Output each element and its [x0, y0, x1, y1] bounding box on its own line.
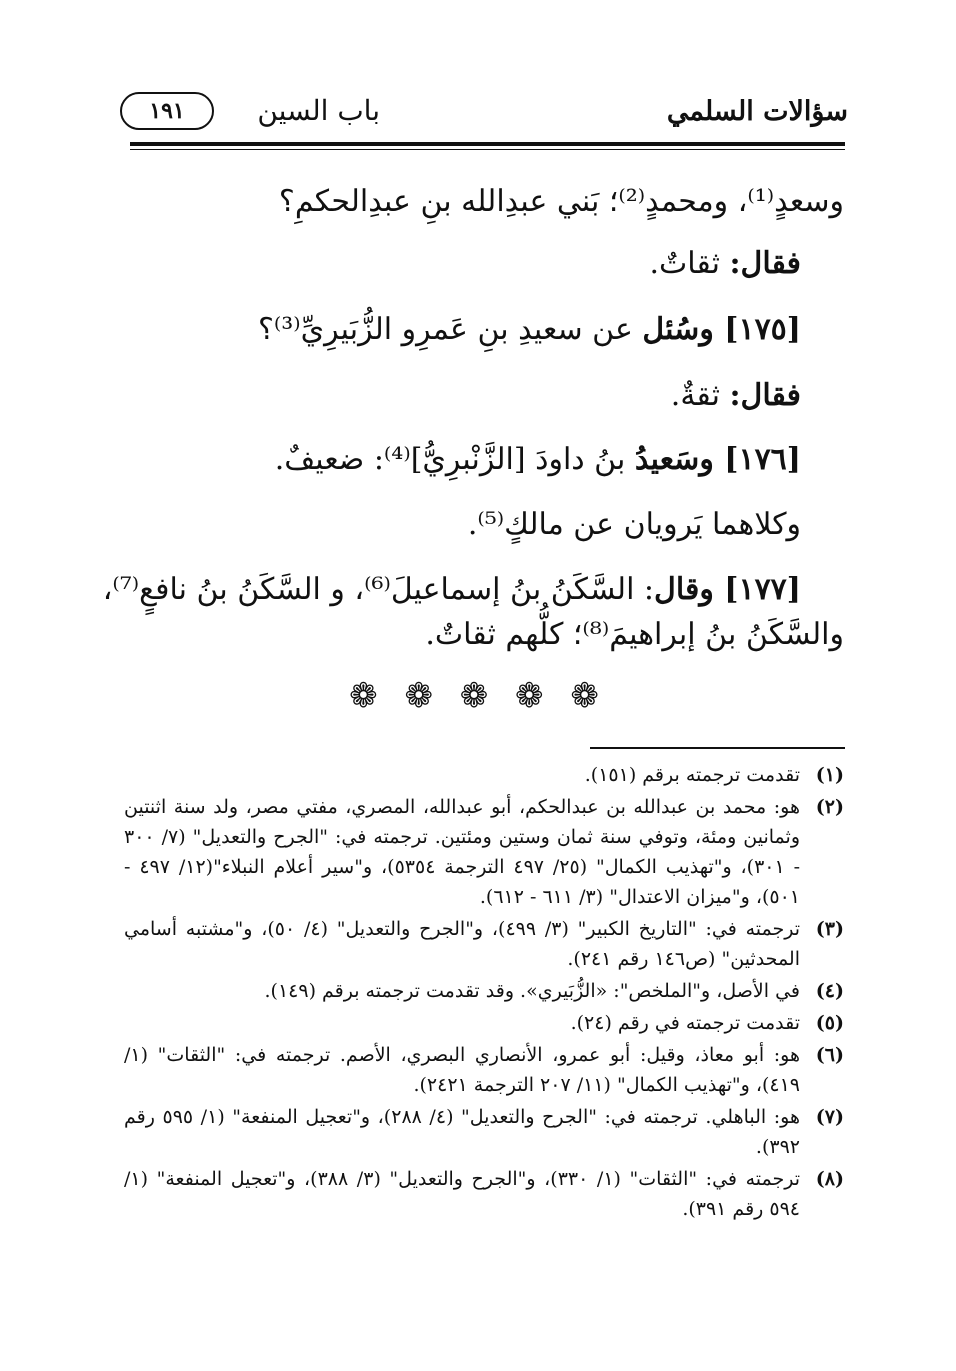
text-line [258, 310, 801, 350]
entry-label: وسُئل [642, 312, 714, 347]
speaker-label: فقال: [729, 246, 801, 281]
footnote-text: ترجمته في: "التاريخ الكبير" (٣/ ٤٩٩)، و"الجرح والتعديل" (٤/ ٥٠)، و"مشتبه أسامي المحدثين" (ص١٤٦ رقم ٢٤١). [124, 918, 801, 970]
footnote-item [124, 1008, 844, 1038]
footnote-number: (١) [815, 764, 844, 786]
footnote-item [124, 1102, 844, 1162]
footnote-rule [590, 747, 845, 749]
footnote-text: هو: الباهلي. ترجمته في: "الجرح والتعديل" (٤/ ٢٨٨)، و"تعجيل المنفعة" (١/ ٥٩٥ رقم ٣٩٢). [124, 1106, 800, 1158]
text-line [103, 570, 801, 610]
footnote-item [124, 760, 844, 790]
footnote-item [124, 976, 844, 1006]
footnote-item [124, 1164, 844, 1224]
chapter-title: باب السين [257, 94, 380, 127]
header-rule-thin [130, 149, 845, 150]
footnote-number: (٣) [815, 918, 844, 940]
footnote-item [124, 792, 844, 912]
entry-number: [١٧٥] [713, 312, 801, 347]
header-rule-thick [130, 142, 845, 146]
footnote-number: (٢) [815, 796, 844, 818]
footnote-text: هو: أبو معاذ، وقيل: أبو عمرو، الأنصاري البصري، الأصم. ترجمته في: "الثقات" (١/ ٤١٩)، و"تهذيب الكمال" (١١/ ٢٠٧ الترجمة ٢٤٢١). [124, 1044, 800, 1096]
footnote-text: تقدمت ترجمته برقم (١٥١). [584, 764, 800, 786]
footnote-number: (٥) [815, 1012, 844, 1034]
footnote-text: هو: محمد بن عبدالله بن عبدالحكم، أبو عبدالله، المصري، مفتي مصر، ولد سنة اثنتين وثمانين ومئة، وتوفي سنة ثمان وستين ومئتين. ترجمته في: "الجرح والتعديل" (٧/ ٣٠٠ - ٣٠١)، و"تهذيب الكمال" (٢٥/ ٤٩٧ الترجمة ٥٣٥٤)، و"سير أعلام النبلاء"(١٢/ ٤٩٧ - ٥٠١)، و"ميزان الاعتدال" (٣/ ٦١١ - ٦١٢). [124, 796, 801, 908]
footnote-number: (٧) [815, 1106, 844, 1128]
line-text: ثقاتٌ. [649, 246, 730, 281]
page-header [120, 90, 848, 136]
text-line: والسَّكَنُ بنُ إبراهيمَ⁽⁸⁾؛ كلُّهم ثقاتٌ. [425, 617, 844, 652]
entry-label: وقال [654, 572, 714, 607]
section-separator-ornament: ❁ ❁ ❁ ❁ ❁ [349, 676, 607, 716]
footnote-text: في الأصل، و"الملخص": «الزُّبَيري». وقد تقدمت ترجمته برقم (١٤٩). [264, 980, 800, 1002]
entry-number: [١٧٦] [713, 442, 801, 477]
line-text: بنُ داودَ [الزَّنْبرِيُّ]⁽⁴⁾: ضعيفٌ. [274, 442, 635, 477]
footnote-text: تقدمت ترجمته في رقم (٢٤). [570, 1012, 800, 1034]
footnote-item [124, 914, 844, 974]
footnote-item [124, 1040, 844, 1100]
line-text: عن سعيدِ بنِ عَمرِو الزُّبَيرِيِّ⁽³⁾؟ [257, 312, 643, 347]
line-text: ثقةٌ. [670, 378, 730, 413]
text-line: وكلاهما يَرويان عن مالكٍ⁽⁵⁾. [467, 507, 801, 542]
page-number-badge [120, 92, 214, 130]
page-number: ١٩١ [149, 98, 185, 124]
speaker-label: فقال: [729, 378, 801, 413]
text-line [275, 440, 801, 480]
line-text: : السَّكَنُ بنُ إسماعيلَ⁽⁶⁾، و السَّكَنُ بنُ نافعٍ⁽⁷⁾، [102, 572, 655, 607]
text-line [671, 376, 801, 416]
entry-label: وسَعيدُ [634, 442, 714, 477]
text-line [649, 244, 801, 284]
footnote-number: (٦) [815, 1044, 844, 1066]
text-line: وسعدٍ⁽¹⁾، ومحمدٍ⁽²⁾؛ بَني عبدِالله بنِ عبدِالحكمِ؟ [278, 184, 844, 219]
footnote-number: (٤) [815, 980, 844, 1002]
footnotes [124, 760, 844, 1226]
footnote-text: ترجمته في: "الثقات" (١/ ٣٣٠)، و"الجرح والتعديل" (٣/ ٣٨٨)، و"تعجيل المنفعة" (١/ ٥٩٤ رقم ٣٩١). [124, 1168, 801, 1220]
footnote-number: (٨) [815, 1168, 844, 1190]
book-title: سؤالات السلمي [666, 96, 848, 127]
entry-number: [١٧٧] [713, 572, 801, 607]
